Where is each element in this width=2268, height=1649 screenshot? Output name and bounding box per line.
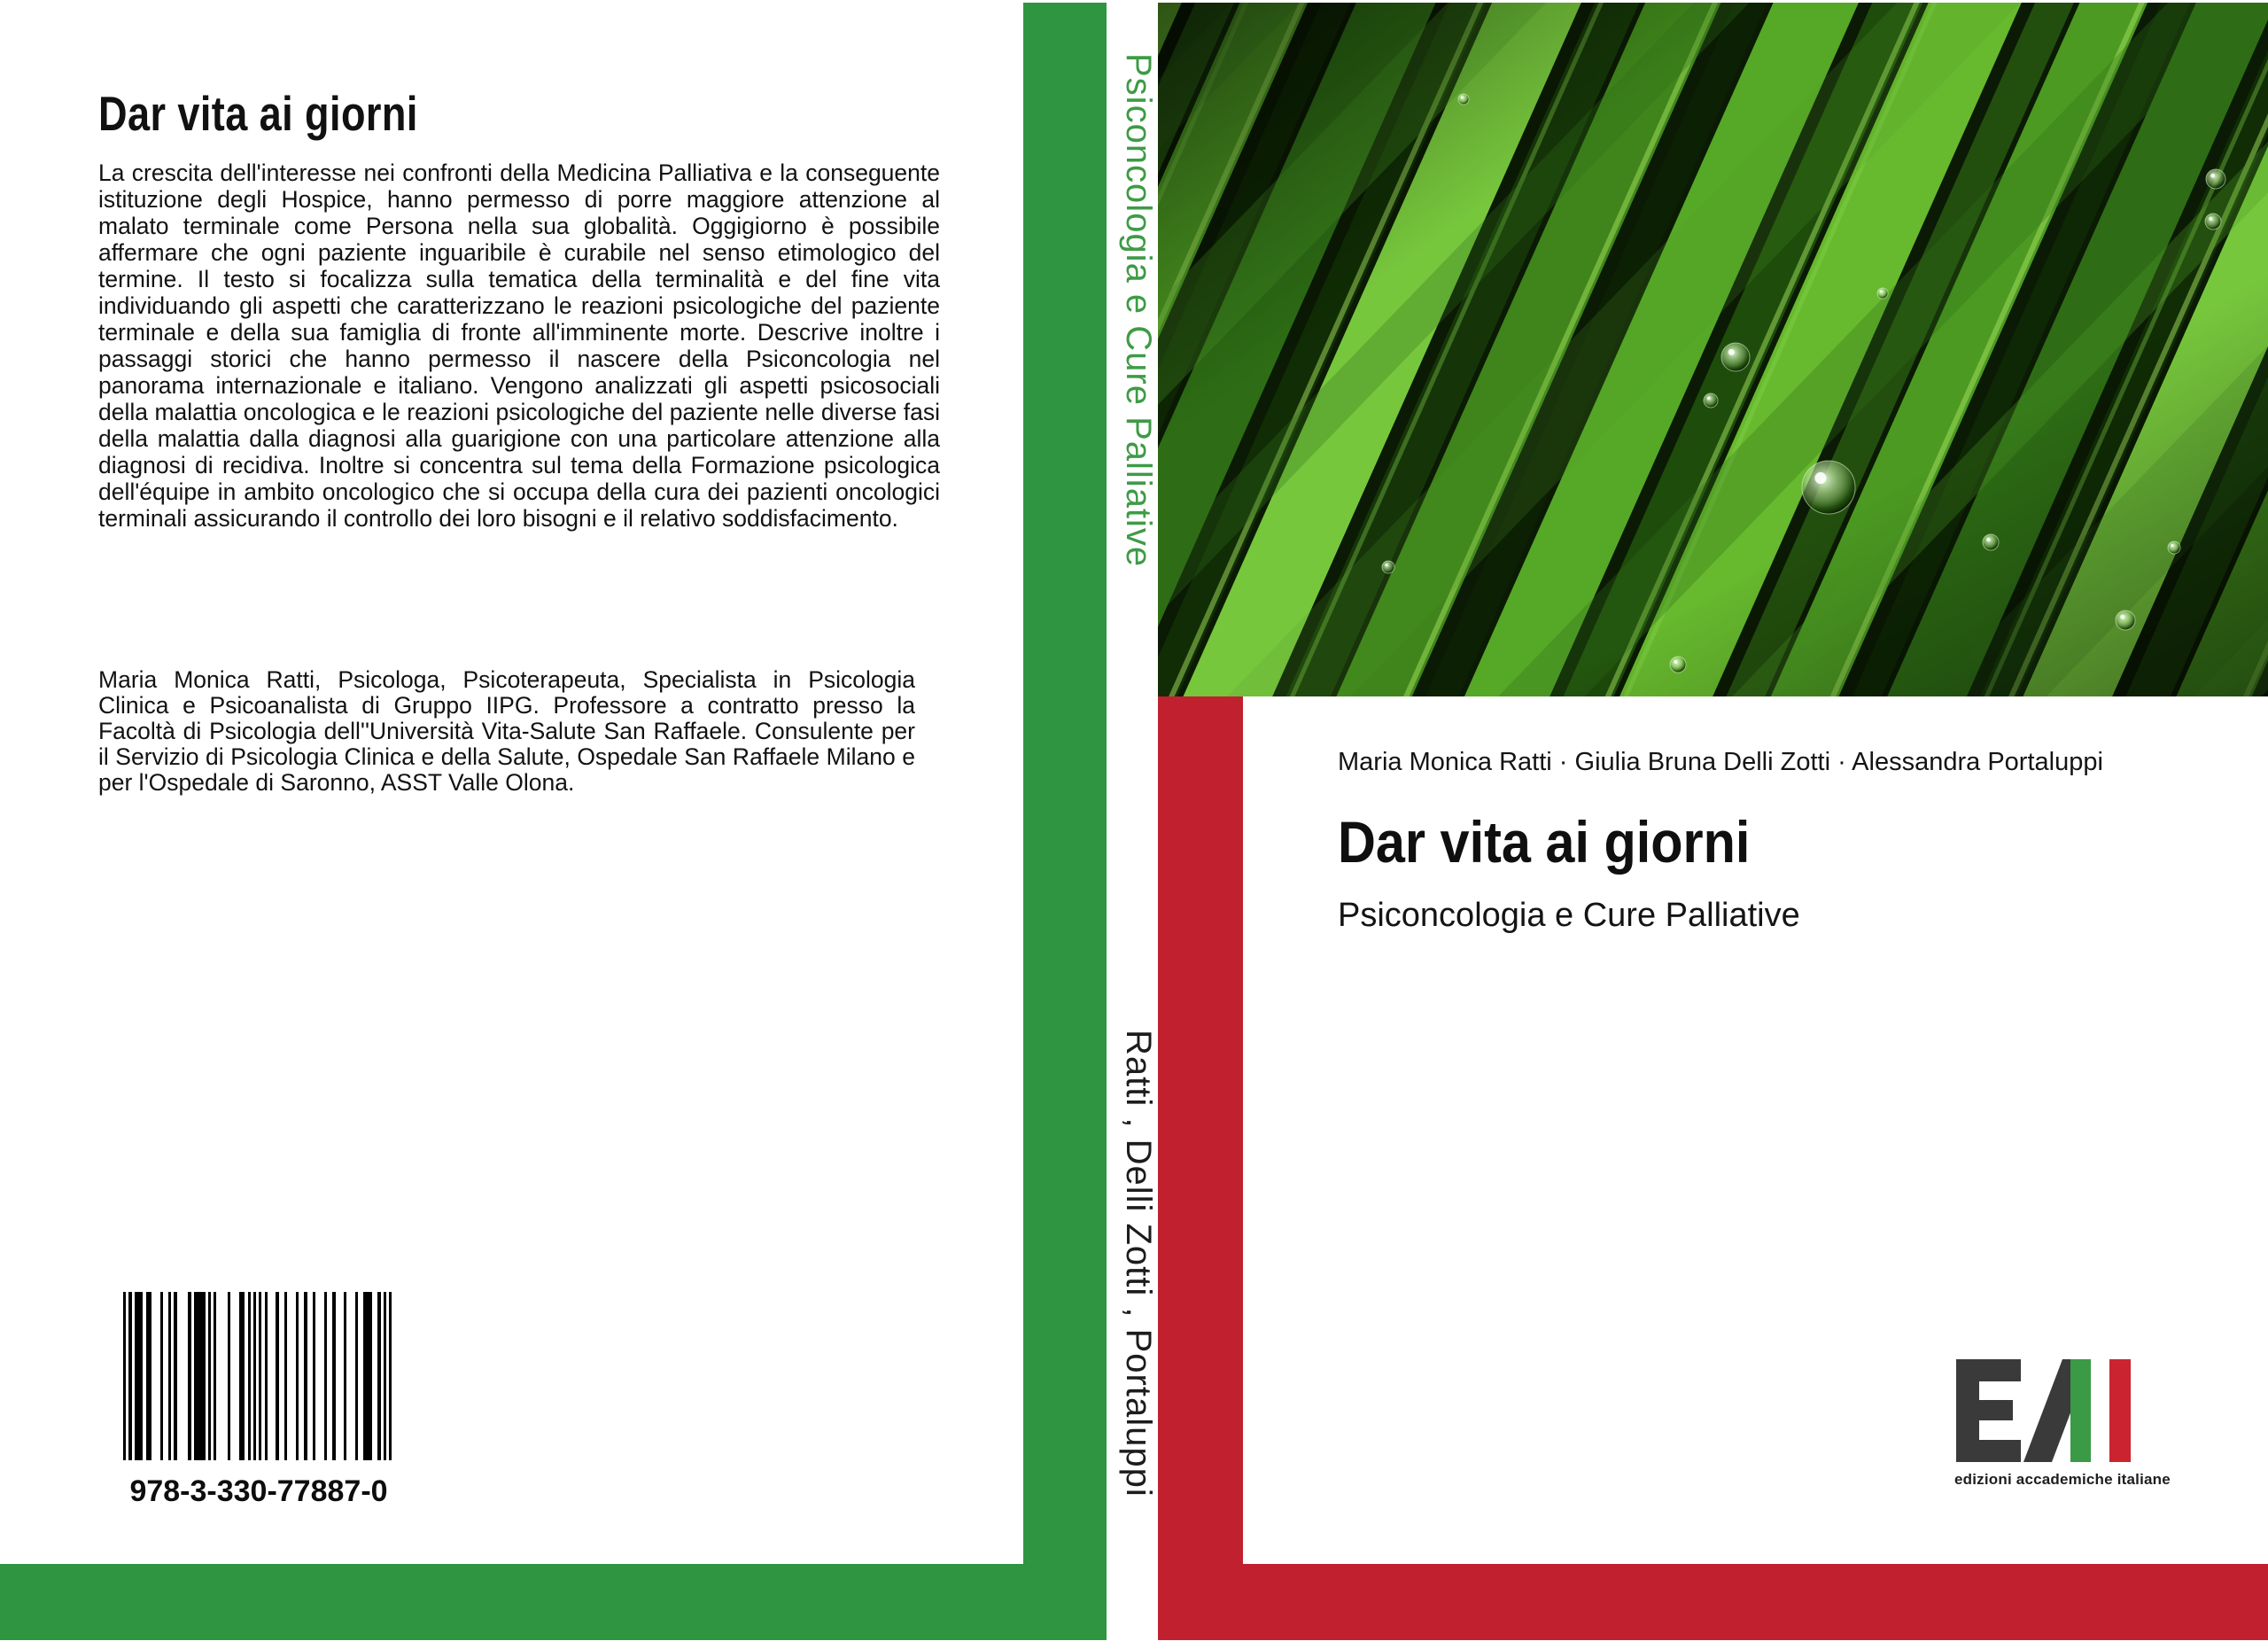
logo-green-bar [2070, 1359, 2091, 1462]
front-bottom-red-bar [1158, 1564, 2268, 1640]
back-cover-title: Dar vita ai giorni [98, 86, 418, 141]
front-cover-subtitle: Psiconcologia e Cure Palliative [1338, 897, 1800, 934]
grass-cover-photo [1158, 0, 2268, 696]
grass-shadow-overlay-right [1158, 0, 2268, 696]
isbn-barcode [123, 1292, 394, 1460]
scan-edge-top [0, 0, 2268, 3]
front-cover-authors: Maria Monica Ratti · Giulia Bruna Delli Zotti · Alessandra Portaluppi [1338, 748, 2103, 776]
back-cover-description: La crescita dell'interesse nei confronti della Medicina Palliativa e la conseguente istituzione degli Hospice, hanno permesso di porre maggiore attenzione al malato terminale come Persona nella sua globalità. Oggigiorno è possibile affermare che ogni paziente inguaribile è curabile nel senso etimologico del termine. Il testo si focalizza sulla tematica della terminalità e del fine vita individuando gli aspetti che caratterizzano le reazioni psicologiche del paziente terminale e della sua famiglia di fronte all'imminente morte. Descrive inoltre i passaggi storici che hanno permesso il nascere della Psiconcologia nel panorama internazionale e italiano. Vengono analizzati gli aspetti psicosociali della malattia oncologica e le reazioni psicologiche del paziente nelle diverse fasi della malattia dalla diagnosi alla guarigione con una particolare attenzione alla diagnosi di recidiva. Inoltre si concentra sul tema della Formazione psicologica dell'équipe in ambito oncologico che si occupa della cura dei pazienti oncologici terminali assicurando il controllo dei loro bisogni e il relativo soddisfacimento. [98, 159, 940, 532]
spine-authors-text: Ratti , Delli Zotti , Portaluppi [1119, 1030, 1158, 1497]
publisher-name: edizioni accademiche italiane [1954, 1471, 2171, 1488]
front-left-red-bar [1158, 696, 1243, 1640]
back-bottom-green-bar [0, 1564, 1107, 1640]
author-bio-text: Maria Monica Ratti, Psicologa, Psicoterapeuta, Specialista in Psicologia Clinica e Psicoanalista di Gruppo IIPG. Professore a contratto presso la Facoltà di Psicologia dell''Università Vita-Salute San Raffaele. Consulente per il Servizio di Psicologia Clinica e della Salute, Ospedale San Raffaele Milano e per l'Ospedale di Saronno, ASST Valle Olona. [98, 666, 915, 796]
logo-letter-e [1956, 1359, 2021, 1462]
logo-red-bar [2109, 1359, 2131, 1462]
front-cover-title: Dar vita ai giorni [1338, 809, 1751, 875]
scan-edge-bottom [0, 1640, 2268, 1649]
isbn-number: 978-3-330-77887-0 [129, 1474, 388, 1508]
spine-green-bar [1023, 3, 1107, 1640]
publisher-eai-logo [1956, 1359, 2151, 1464]
spine-subtitle-text: Psiconcologia e Cure Palliative [1119, 53, 1158, 568]
